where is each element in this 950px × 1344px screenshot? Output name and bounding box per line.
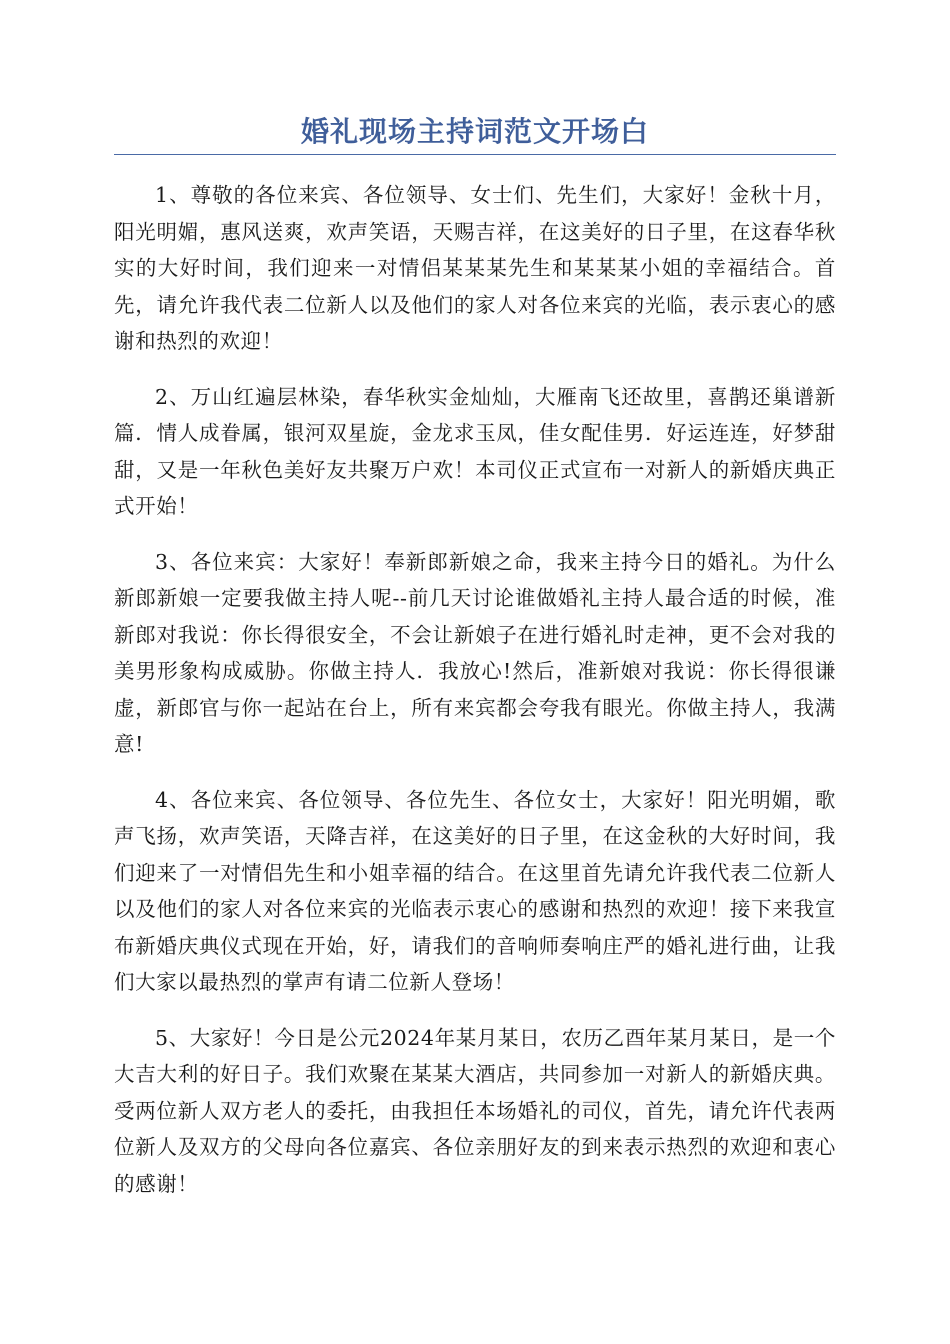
- paragraph-1: 1、尊敬的各位来宾、各位领导、女士们、先生们，大家好！金秋十月，阳光明媚，惠风送爽，欢声笑语，天赐吉祥，在这美好的日子里，在这春华秋实的大好时间，我们迎来一对情侣某某某先生和某某某小姐的幸福结合。首先，请允许我代表二位新人以及他们的家人对各位来宾的光临，表示衷心的感谢和热烈的欢迎！: [114, 183, 836, 353]
- paragraph-2: 2、万山红遍层林染，春华秋实金灿灿，大雁南飞还故里，喜鹊还巢谱新篇．情人成眷属，银河双星旋，金龙求玉凤，佳女配佳男．好运连连，好梦甜甜，又是一年秋色美好友共聚万户欢！本司仪正式宣布一对新人的新婚庆典正式开始！: [114, 384, 836, 518]
- paragraph-3: 3、各位来宾：大家好！奉新郎新娘之命，我来主持今日的婚礼。为什么新郎新娘一定要我做主持人呢--前几天讨论谁做婚礼主持人最合适的时候，准新郎对我说：你长得很安全，不会让新娘子在进行婚礼时走神，更不会对我的美男形象构成威胁。你做主持人．我放心!然后，准新娘对我说：你长得很谦虚，新郎官与你一起站在台上，所有来宾都会夸我有眼光。你做主持人，我满意!: [114, 549, 836, 756]
- paragraph-5: 5、大家好！今日是公元2024年某月某日，农历乙酉年某月某日，是一个大吉大利的好日子。我们欢聚在某某大酒店，共同参加一对新人的新婚庆典。受两位新人双方老人的委托，由我担任本场婚礼的司仪，首先，请允许代表两位新人及双方的父母向各位嘉宾、各位亲朋好友的到来表示热烈的欢迎和衷心的感谢！: [114, 1025, 836, 1196]
- document-page: [114, 112, 836, 1221]
- paragraph-4: 4、各位来宾、各位领导、各位先生、各位女士，大家好！阳光明媚，歌声飞扬，欢声笑语，天降吉祥，在这美好的日子里，在这金秋的大好时间，我们迎来了一对情侣先生和小姐幸福的结合。在这里首先请允许我代表二位新人以及他们的家人对各位来宾的光临表示衷心的感谢和热烈的欢迎！接下来我宣布新婚庆典仪式现在开始，好，请我们的音响师奏响庄严的婚礼进行曲，让我们大家以最热烈的掌声有请二位新人登场！: [114, 787, 836, 994]
- title-underline: [114, 154, 836, 155]
- page-title: 婚礼现场主持词范文开场白: [300, 115, 649, 148]
